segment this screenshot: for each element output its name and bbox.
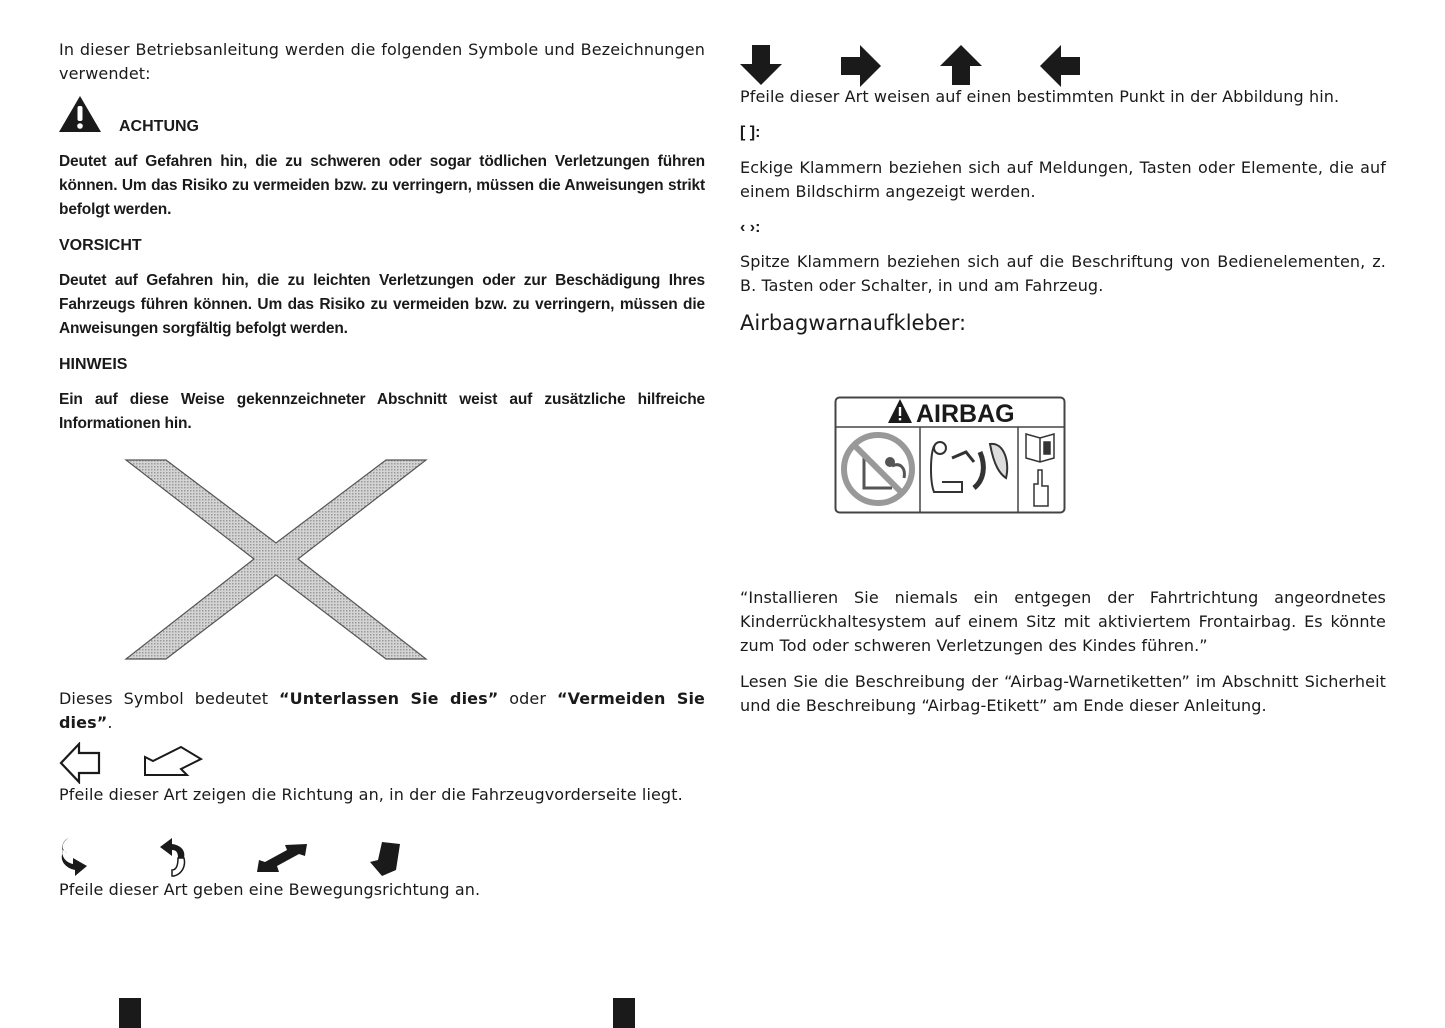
prohibition-x-icon — [124, 457, 429, 662]
angle-brackets-label: ‹ ›: — [740, 219, 761, 236]
hinweis-text: Ein auf diese Weise gekennzeichneter Abschnitt weist auf zusätzliche hilfreiche Informationen hin. — [59, 391, 705, 432]
page-marker — [119, 998, 141, 1028]
rotate-arrow-down-icon — [59, 836, 91, 878]
text: oder — [498, 689, 557, 708]
reference-text: Lesen Sie die Beschreibung der “Airbag-Warnetiketten” im Abschnitt Sicherheit und die Beschreibung “Airbag-Etikett” am Ende dieser Anleitung. — [740, 672, 1386, 715]
no-child-seat-icon — [844, 435, 912, 503]
text: . — [107, 713, 113, 732]
airbag-label-text: AIRBAG — [916, 400, 1015, 428]
point-arrows-text: Pfeile dieser Art weisen auf einen bestimmten Punkt in der Abbildung hin. — [740, 87, 1340, 106]
square-brackets-text: Eckige Klammern beziehen sich auf Meldungen, Tasten oder Elemente, die auf einem Bildschirm angezeigt werden. — [740, 158, 1386, 201]
page-marker — [613, 998, 635, 1028]
arrow-down-icon — [739, 44, 783, 86]
airbag-warning-label — [834, 396, 1066, 514]
symbol-meaning-text — [59, 687, 705, 735]
motion-arrows-text: Pfeile dieser Art geben eine Bewegungsrichtung an. — [59, 880, 481, 899]
section-heading: Airbagwarnaufkleber: — [740, 311, 967, 335]
warning-quote: “Installieren Sie niemals ein entgegen der Fahrtrichtung angeordnetes Kinderrückhaltesystem auf einem Sitz mit aktiviertem Frontairbag. Es könnte zum Tod oder schweren Verletzungen des Kindes führen.” — [740, 588, 1386, 655]
outline-arrow-perspective-icon — [143, 745, 205, 779]
arrow-left-icon — [1039, 44, 1081, 88]
achtung-text: Deutet auf Gefahren hin, die zu schweren oder sogar tödlichen Verletzungen führen können. Um das Risiko zu vermeiden bzw. zu verringern, müssen die Anweisungen strikt befolgt werden. — [59, 153, 705, 218]
achtung-label: ACHTUNG — [119, 118, 199, 135]
arrow-up-icon — [939, 44, 983, 86]
front-arrows-text: Pfeile dieser Art zeigen die Richtung an, in der die Fahrzeugvorderseite liegt. — [59, 785, 683, 804]
square-brackets-label: [ ]: — [740, 124, 761, 141]
bent-arrow-down-left-icon — [368, 840, 402, 878]
hinweis-label: HINWEIS — [59, 356, 128, 373]
angle-brackets-text: Spitze Klammern beziehen sich auf die Beschriftung von Bedienelementen, z. B. Tasten oder Schalter, in und am Fahrzeug. — [740, 252, 1386, 295]
arrow-right-icon — [840, 44, 882, 88]
text: Dieses Symbol bedeutet — [59, 689, 280, 708]
rotate-arrow-up-icon — [158, 836, 190, 878]
vorsicht-label: VORSICHT — [59, 237, 142, 254]
outline-arrow-left-icon — [59, 742, 101, 784]
emphasis: “Vermeiden Sie dies” — [59, 689, 706, 732]
warning-icon — [57, 94, 103, 134]
intro-text: In dieser Betriebsanleitung werden die folgenden Symbole und Bezeichnungen verwendet: — [59, 40, 705, 83]
emphasis: “Unterlassen Sie dies” — [279, 689, 499, 708]
double-arrow-icon — [257, 842, 309, 874]
vorsicht-text: Deutet auf Gefahren hin, die zu leichten Verletzungen oder zur Beschädigung Ihres Fahrzeugs führen können. Um das Risiko zu vermeiden bzw. zu verringern, müssen die Anweisungen sorgfältig befolgt werden. — [59, 272, 705, 337]
